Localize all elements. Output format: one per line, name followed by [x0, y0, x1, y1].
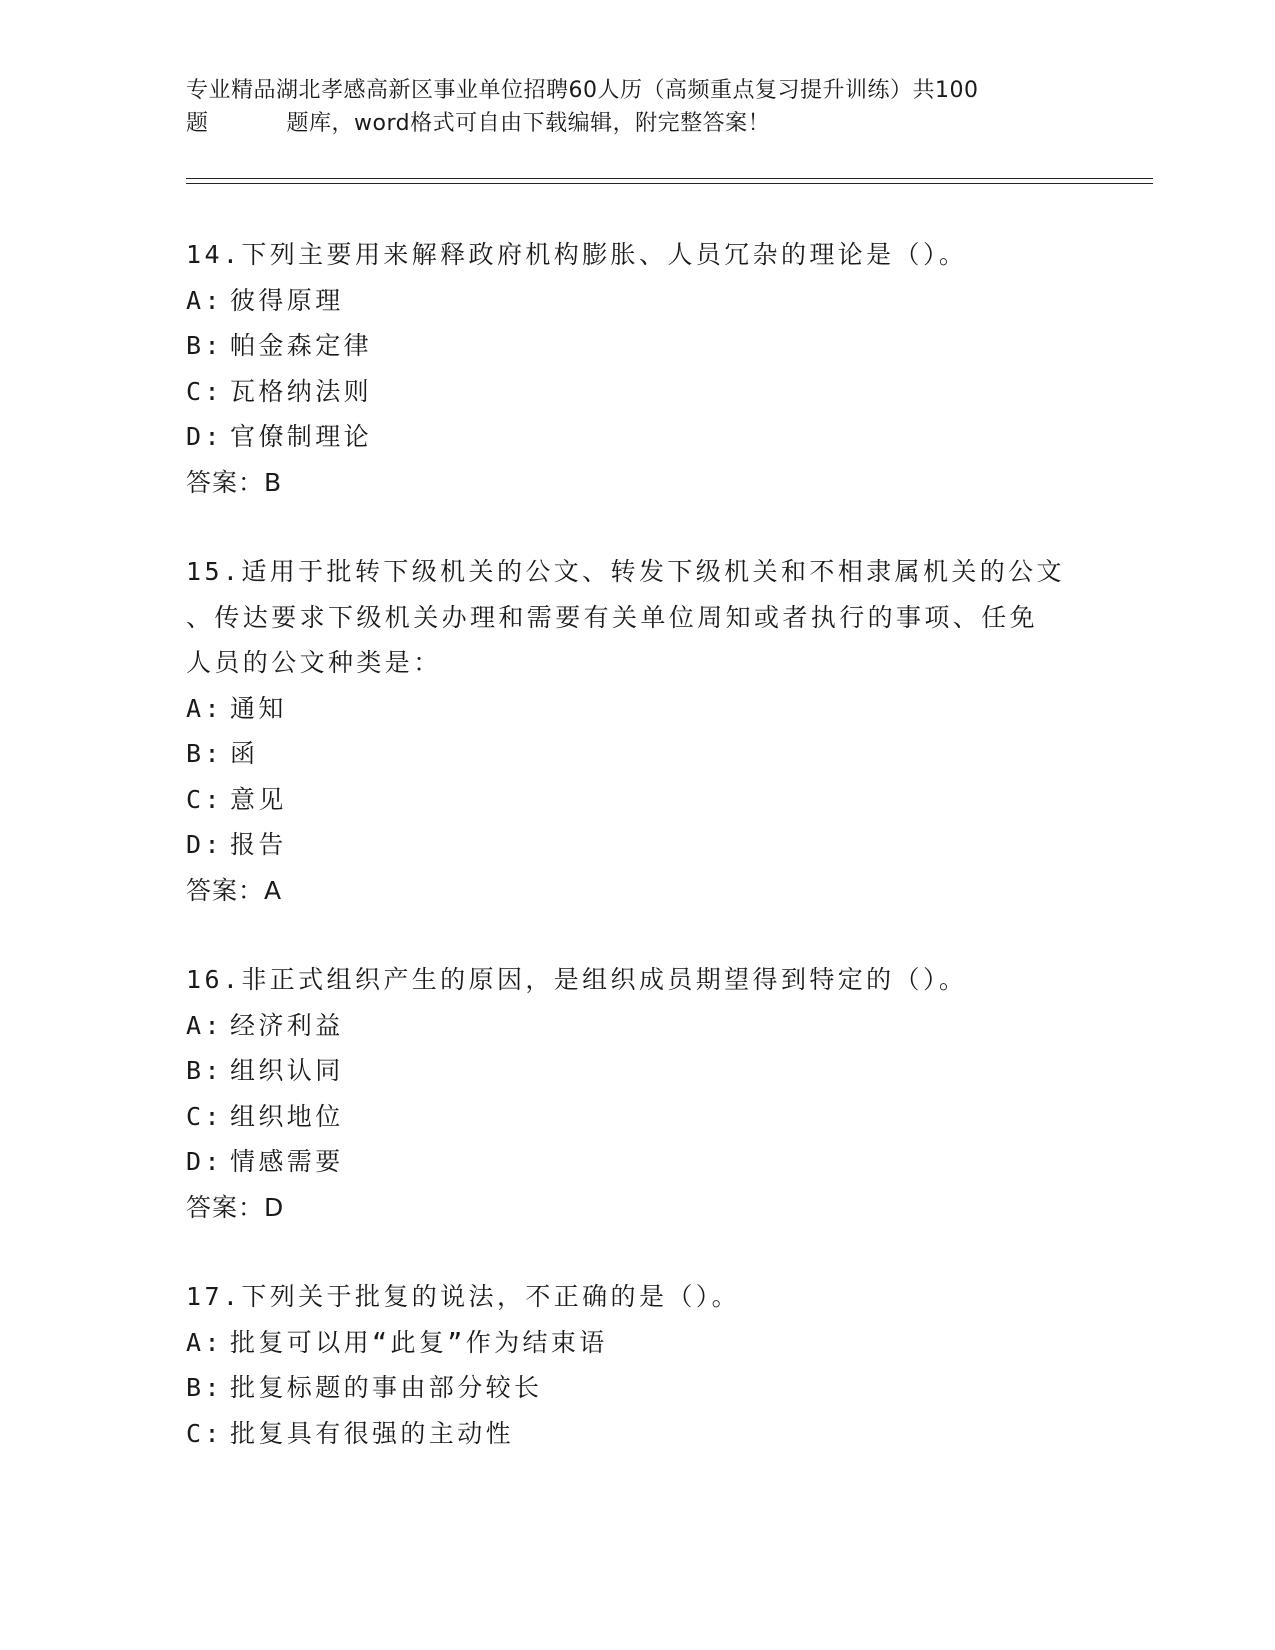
question-text: 16.非正式组织产生的原因，是组织成员期望得到特定的（）。: [186, 965, 968, 994]
option-letter: B:: [186, 739, 223, 768]
option-c: [186, 369, 1086, 415]
option-text: 官僚制理论: [230, 422, 373, 451]
option-a: [186, 1003, 1086, 1049]
option-letter: D:: [186, 422, 223, 451]
option-text: 函: [230, 739, 259, 768]
option-text: 批复标题的事由部分较长: [230, 1373, 543, 1402]
question-17: [186, 1274, 1086, 1456]
question-list: [186, 232, 1086, 1500]
option-letter: A:: [186, 693, 223, 723]
header-divider-bottom: [186, 183, 1153, 184]
option-letter: D:: [186, 1147, 223, 1176]
option-text: 批复可以用“此复”作为结束语: [230, 1327, 608, 1357]
option-text: 彼得原理: [230, 285, 344, 315]
option-letter: A:: [186, 1327, 223, 1357]
option-b: [186, 1048, 1086, 1094]
option-d: [186, 1139, 1086, 1185]
question-text-line-3: 人员的公文种类是：: [186, 648, 442, 677]
option-a: [186, 278, 1086, 324]
option-text: 意见: [230, 784, 287, 814]
header-line-2-left: 题: [186, 111, 209, 136]
option-text: 帕金森定律: [230, 331, 373, 360]
option-letter: C:: [186, 376, 223, 406]
option-text: 报告: [230, 830, 287, 859]
answer: 答案：D: [186, 1192, 285, 1222]
option-letter: B:: [186, 331, 223, 360]
option-c: [186, 1094, 1086, 1140]
option-text: 瓦格纳法则: [230, 376, 373, 406]
question-15: [186, 549, 1086, 913]
option-c: [186, 777, 1086, 823]
option-letter: A:: [186, 1010, 223, 1040]
option-text: 通知: [230, 693, 287, 723]
option-text: 组织地位: [230, 1101, 344, 1131]
option-c: [186, 1411, 1086, 1457]
option-letter: C:: [186, 1418, 223, 1448]
header-divider-top: [186, 178, 1153, 179]
option-letter: B:: [186, 1056, 223, 1085]
question-text: 14.下列主要用来解释政府机构膨胀、人员冗杂的理论是（）。: [186, 240, 968, 269]
option-b: [186, 323, 1086, 369]
option-letter: D:: [186, 830, 223, 859]
option-text: 情感需要: [230, 1147, 344, 1176]
option-letter: B:: [186, 1373, 223, 1402]
answer: 答案：B: [186, 467, 283, 497]
option-d: [186, 822, 1086, 868]
option-a: [186, 686, 1086, 732]
answer: 答案：A: [186, 875, 283, 905]
option-d: [186, 414, 1086, 460]
question-text-line-1: 15.适用于批转下级机关的公文、转发下级机关和不相隶属机关的公文: [186, 557, 1065, 586]
header-line-1: 专业精品湖北孝感高新区事业单位招聘60人历（高频重点复习提升训练）共100: [186, 78, 979, 103]
option-letter: A:: [186, 285, 223, 315]
option-text: 批复具有很强的主动性: [230, 1418, 515, 1448]
option-letter: C:: [186, 1101, 223, 1131]
option-text: 组织认同: [230, 1056, 344, 1085]
question-text: 17.下列关于批复的说法，不正确的是（）。: [186, 1282, 741, 1311]
header-line-2-right: 题库，word格式可自由下载编辑，附完整答案！: [286, 111, 771, 136]
header-line-2: [186, 107, 1086, 140]
option-b: [186, 731, 1086, 777]
option-text: 经济利益: [230, 1010, 344, 1040]
option-b: [186, 1365, 1086, 1411]
option-a: [186, 1320, 1086, 1366]
option-letter: C:: [186, 784, 223, 814]
document-header: [186, 74, 1086, 140]
question-14: [186, 232, 1086, 505]
question-text-line-2: 、传达要求下级机关办理和需要有关单位周知或者执行的事项、任免: [186, 602, 1039, 632]
question-16: [186, 957, 1086, 1230]
